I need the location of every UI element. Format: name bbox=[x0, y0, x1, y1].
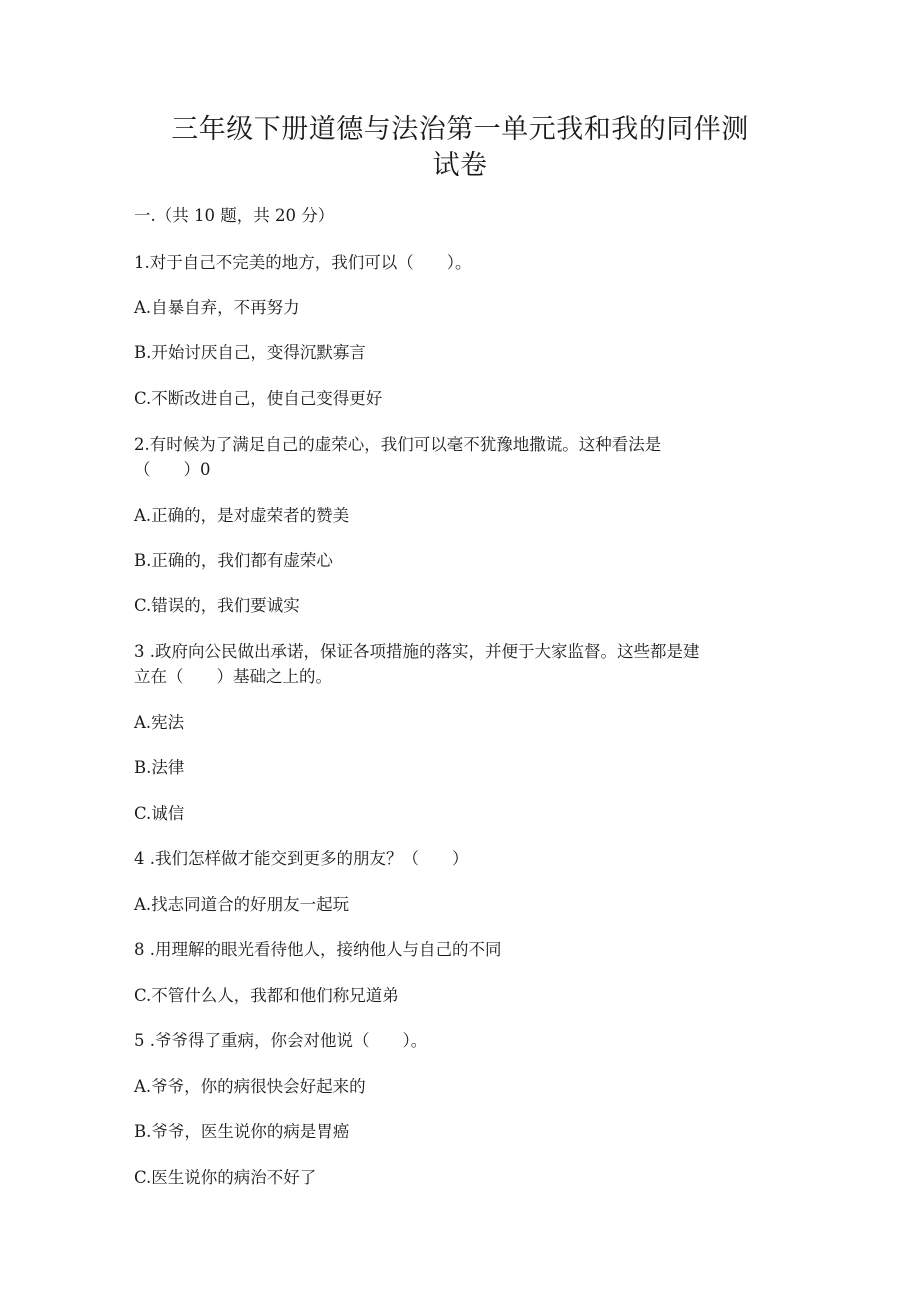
question-5-stem: 5 .爷爷得了重病，你会对他说（ ）。 bbox=[134, 1031, 428, 1050]
question-2-option-b: B.正确的，我们都有虚荣心 bbox=[134, 551, 333, 570]
question-3-option-b: B.法律 bbox=[134, 758, 185, 777]
question-2-stem-line-1: 2.有时候为了满足自己的虚荣心，我们可以毫不犹豫地撒谎。这种看法是 bbox=[134, 435, 662, 454]
question-2-option-a: A.正确的，是对虚荣者的赞美 bbox=[134, 506, 350, 525]
question-1-option-a: A.自暴自弃，不再努力 bbox=[134, 298, 300, 317]
page-title bbox=[130, 112, 790, 184]
title-line-2: 试卷 bbox=[432, 150, 488, 181]
question-1-option-c: C.不断改进自己，使自己变得更好 bbox=[134, 389, 383, 408]
question-3-option-c: C.诚信 bbox=[134, 804, 185, 823]
question-2-stem-line-2: （ ）0 bbox=[134, 460, 211, 479]
question-4-option-c: C.不管什么人，我都和他们称兄道弟 bbox=[134, 986, 399, 1005]
question-3-stem-line-2: 立在（ ）基础之上的。 bbox=[134, 667, 332, 686]
question-4-option-b: 8 .用理解的眼光看待他人，接纳他人与自己的不同 bbox=[134, 940, 502, 959]
title-line-1: 三年级下册道德与法治第一单元我和我的同伴测 bbox=[171, 114, 749, 145]
question-3-stem-line-1: 3 .政府向公民做出承诺，保证各项措施的落实，并便于大家监督。这些都是建 bbox=[134, 642, 700, 661]
question-1-stem: 1.对于自己不完美的地方，我们可以（ ）。 bbox=[134, 253, 472, 272]
question-5-option-a: A.爷爷，你的病很快会好起来的 bbox=[134, 1077, 366, 1096]
question-2-option-c: C.错误的，我们要诚实 bbox=[134, 596, 300, 615]
section-header: 一.（共 10 题，共 20 分） bbox=[134, 206, 335, 225]
question-4-stem: 4 .我们怎样做才能交到更多的朋友？（ ） bbox=[134, 849, 469, 868]
question-3-option-a: A.宪法 bbox=[134, 713, 185, 732]
question-5-option-b: B.爷爷，医生说你的病是胃癌 bbox=[134, 1122, 350, 1141]
question-4-option-a: A.找志同道合的好朋友一起玩 bbox=[134, 895, 350, 914]
question-5-option-c: C.医生说你的病治不好了 bbox=[134, 1168, 317, 1187]
question-1-option-b: B.开始讨厌自己，变得沉默寡言 bbox=[134, 343, 366, 362]
